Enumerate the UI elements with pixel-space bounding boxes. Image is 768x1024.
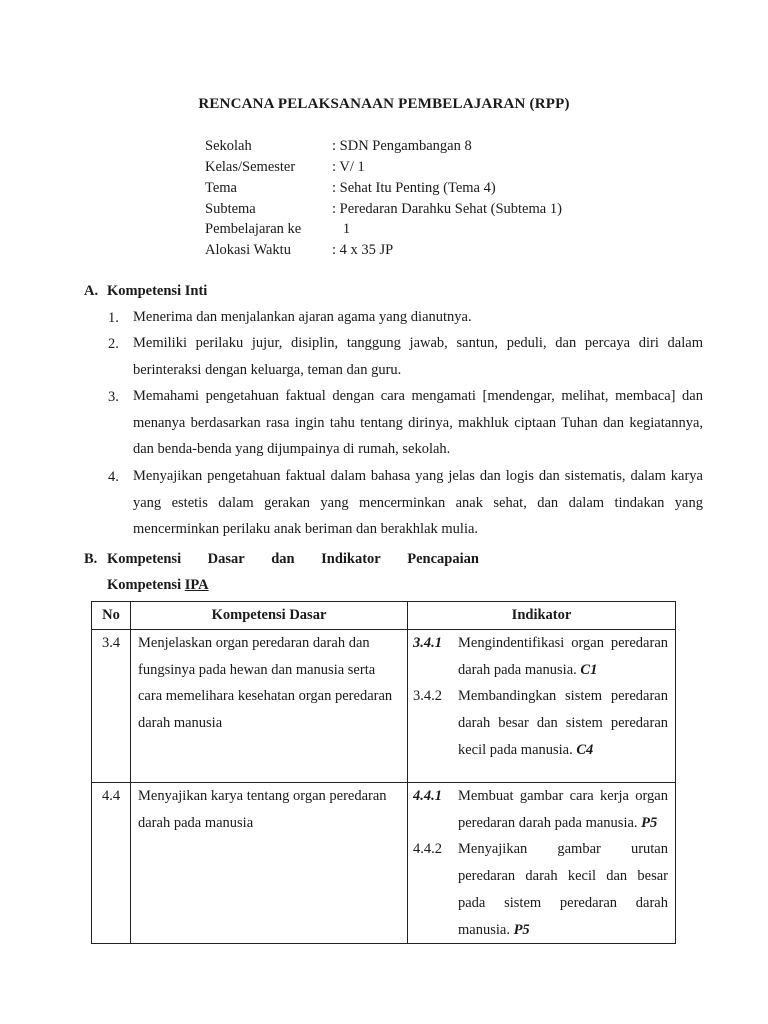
info-key: Tema [205, 180, 237, 196]
indicator-text-wrap [458, 630, 668, 683]
subsection-title [107, 577, 209, 594]
info-key: Sekolah [205, 138, 252, 154]
indicator-number: 4.4.2 [413, 841, 442, 858]
indicator-text-wrap [458, 783, 668, 836]
info-value: : SDN Pengambangan 8 [332, 138, 472, 154]
subsection-subject: IPA [184, 577, 209, 593]
indicator-item [408, 683, 675, 763]
ki-text: Memiliki perilaku jujur, disiplin, tanggung jawab, santun, peduli, dan percaya diri dalam berinteraksi dengan keluarga, teman dan guru. [133, 335, 703, 378]
info-value: : Sehat Itu Penting (Tema 4) [332, 180, 496, 196]
info-value: : 4 x 35 JP [332, 242, 394, 258]
header-no: No [92, 602, 131, 630]
section-b-word: Pencapaian [407, 551, 479, 567]
row-kd-text: Menyajikan karya tentang organ peredaran darah pada manusia [138, 788, 387, 831]
row-no-cell [92, 630, 131, 783]
section-b-word: dan [271, 551, 295, 567]
header-indikator: Indikator [408, 602, 676, 630]
info-key: Subtema [205, 201, 256, 217]
ki-number: 4. [108, 469, 119, 485]
indicator-tag: C1 [580, 661, 598, 678]
section-b-label: B. [84, 551, 98, 567]
ki-text: Menyajikan pengetahuan faktual dalam bahasa yang jelas dan logis dan sistematis, dalam karya yang estetis dalam gerakan yang mencerminkan anak sehat, dan dalam tindakan yang mencerminkan perilaku anak beriman dan berakhlak mulia. [133, 468, 703, 538]
section-b-word: Dasar [207, 551, 245, 567]
indicator-text: Membuat gambar cara kerja organ peredaran darah pada manusia. [458, 788, 668, 831]
table-row [92, 630, 676, 783]
section-a-title: Kompetensi Inti [107, 283, 208, 299]
row-no: 4.4 [101, 788, 121, 804]
competency-table [91, 601, 676, 944]
info-key: Kelas/Semester [205, 159, 296, 175]
info-value: : Peredaran Darahku Sehat (Subtema 1) [332, 201, 562, 217]
ki-text: Memahami pengetahuan faktual dengan cara mengamati [mendengar, melihat, membaca] dan menanya berdasarkan rasa ingin tahu tentang dirinya, makhluk ciptaan Tuhan dan kegiatannya, dan benda-benda yang dijumpainya di rumah, sekolah. [133, 388, 703, 458]
indicator-text: Menyajikan gambar urutan peredaran darah kecil dan besar pada sistem peredaran darah manusia. [458, 841, 668, 938]
indicator-item [408, 630, 675, 683]
ki-text: Menerima dan menjalankan ajaran agama yang dianutnya. [133, 309, 472, 325]
indicator-tag: P5 [513, 921, 530, 938]
row-kd-text: Menjelaskan organ peredaran darah dan fungsinya pada hewan dan manusia serta cara memelihara kesehatan organ peredaran darah manusia [138, 635, 393, 732]
section-a-label: A. [84, 283, 99, 299]
info-value: : V/ 1 [332, 159, 365, 175]
row-no: 3.4 [101, 635, 121, 651]
row-indicator-cell [408, 783, 676, 944]
indicator-number: 3.4.1 [413, 635, 442, 651]
row-kd-cell [131, 630, 408, 783]
ki-number: 2. [108, 336, 119, 352]
info-key: Pembelajaran ke [205, 221, 302, 237]
row-no-cell [92, 783, 131, 944]
indicator-text: Membandingkan sistem peredaran darah besar dan sistem peredaran kecil pada manusia. [458, 688, 668, 758]
indicator-tag: C4 [576, 741, 594, 758]
document-title: RENCANA PELAKSANAAN PEMBELAJARAN (RPP) [198, 96, 570, 112]
table-header-row [92, 602, 676, 630]
info-value: 1 [332, 221, 351, 237]
indicator-number: 4.4.1 [413, 788, 442, 804]
row-indicator-cell [408, 630, 676, 783]
ki-number: 1. [108, 310, 119, 326]
section-b-title [107, 551, 479, 568]
section-b-word: Indikator [321, 551, 381, 567]
subsection-prefix: Kompetensi [107, 577, 185, 593]
header-kd: Kompetensi Dasar [131, 602, 408, 630]
indicator-number: 3.4.2 [413, 688, 442, 705]
section-b-word: Kompetensi [107, 551, 182, 567]
indicator-tag: P5 [641, 814, 658, 831]
indicator-item [408, 783, 675, 836]
indicator-item [408, 836, 675, 943]
indicator-text-wrap [458, 683, 668, 763]
indicator-text-wrap [458, 836, 668, 943]
indicator-text: Mengindentifikasi organ peredaran darah pada manusia. [458, 635, 668, 678]
table-row [92, 783, 676, 944]
ki-number: 3. [108, 389, 119, 405]
info-key: Alokasi Waktu [205, 242, 291, 258]
row-kd-cell [131, 783, 408, 944]
